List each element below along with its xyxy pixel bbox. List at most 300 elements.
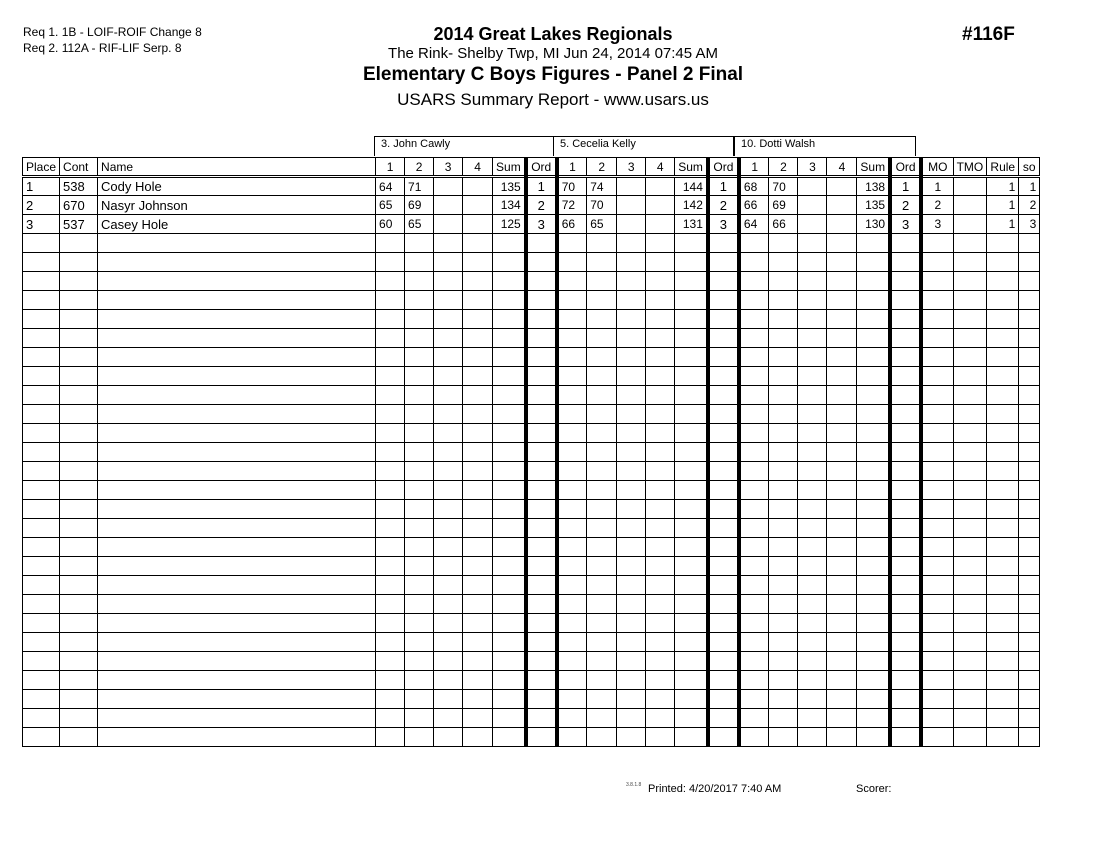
empty-cell xyxy=(857,234,890,253)
empty-cell xyxy=(587,538,617,557)
empty-cell xyxy=(526,291,557,310)
empty-cell xyxy=(434,519,463,538)
empty-cell xyxy=(587,633,617,652)
empty-cell xyxy=(1019,500,1040,519)
empty-cell xyxy=(60,253,98,272)
empty-cell xyxy=(987,367,1019,386)
empty-cell xyxy=(739,348,769,367)
empty-cell xyxy=(827,595,857,614)
empty-cell xyxy=(405,310,434,329)
empty-cell xyxy=(739,728,769,747)
blank-row xyxy=(23,728,1040,747)
empty-cell xyxy=(526,329,557,348)
empty-cell xyxy=(434,690,463,709)
empty-cell xyxy=(587,405,617,424)
empty-cell xyxy=(434,709,463,728)
empty-cell xyxy=(953,253,987,272)
empty-cell xyxy=(987,671,1019,690)
score-cell xyxy=(617,177,646,196)
empty-cell xyxy=(953,614,987,633)
empty-cell xyxy=(434,500,463,519)
empty-cell xyxy=(60,671,98,690)
col-j2-ord: Ord xyxy=(708,158,739,177)
empty-cell xyxy=(587,728,617,747)
score-cell xyxy=(646,177,675,196)
empty-cell xyxy=(405,595,434,614)
score-cell: 70 xyxy=(769,177,798,196)
empty-cell xyxy=(557,652,587,671)
empty-cell xyxy=(493,671,526,690)
event-title: 2014 Great Lakes Regionals xyxy=(433,24,673,44)
blank-row xyxy=(23,519,1040,538)
score-cell: 74 xyxy=(587,177,617,196)
empty-cell xyxy=(463,500,493,519)
empty-cell xyxy=(405,557,434,576)
empty-cell xyxy=(617,310,646,329)
empty-cell xyxy=(827,671,857,690)
empty-cell xyxy=(1019,557,1040,576)
empty-cell xyxy=(493,519,526,538)
empty-cell xyxy=(646,481,675,500)
empty-cell xyxy=(890,481,921,500)
empty-cell xyxy=(23,386,60,405)
empty-cell xyxy=(493,595,526,614)
empty-cell xyxy=(557,253,587,272)
empty-cell xyxy=(557,633,587,652)
empty-cell xyxy=(675,310,708,329)
empty-cell xyxy=(798,310,827,329)
empty-cell xyxy=(769,234,798,253)
empty-cell xyxy=(987,386,1019,405)
ord-cell: 1 xyxy=(708,177,739,196)
empty-cell xyxy=(1019,348,1040,367)
empty-cell xyxy=(921,538,953,557)
empty-cell xyxy=(23,348,60,367)
empty-cell xyxy=(1019,595,1040,614)
empty-cell xyxy=(987,253,1019,272)
empty-cell xyxy=(434,614,463,633)
empty-cell xyxy=(405,272,434,291)
empty-cell xyxy=(60,462,98,481)
empty-cell xyxy=(60,576,98,595)
empty-cell xyxy=(857,614,890,633)
empty-cell xyxy=(376,329,405,348)
empty-cell xyxy=(708,272,739,291)
empty-cell xyxy=(557,595,587,614)
empty-cell xyxy=(463,481,493,500)
empty-cell xyxy=(587,424,617,443)
empty-cell xyxy=(921,329,953,348)
empty-cell xyxy=(890,272,921,291)
name-cell: Casey Hole xyxy=(98,215,376,234)
empty-cell xyxy=(434,348,463,367)
empty-cell xyxy=(890,329,921,348)
empty-cell xyxy=(98,462,376,481)
empty-cell xyxy=(23,576,60,595)
empty-cell xyxy=(857,557,890,576)
empty-cell xyxy=(675,348,708,367)
empty-cell xyxy=(405,234,434,253)
empty-cell xyxy=(587,386,617,405)
empty-cell xyxy=(675,614,708,633)
empty-cell xyxy=(769,481,798,500)
cont-cell: 537 xyxy=(60,215,98,234)
empty-cell xyxy=(405,424,434,443)
tmo-cell xyxy=(953,215,987,234)
score-cell: 66 xyxy=(769,215,798,234)
empty-cell xyxy=(557,329,587,348)
empty-cell xyxy=(769,671,798,690)
empty-cell xyxy=(434,367,463,386)
empty-cell xyxy=(405,709,434,728)
empty-cell xyxy=(1019,633,1040,652)
empty-cell xyxy=(921,690,953,709)
empty-cell xyxy=(953,652,987,671)
empty-cell xyxy=(798,443,827,462)
empty-cell xyxy=(708,652,739,671)
empty-cell xyxy=(1019,291,1040,310)
empty-cell xyxy=(463,310,493,329)
empty-cell xyxy=(646,443,675,462)
empty-cell xyxy=(23,557,60,576)
empty-cell xyxy=(987,481,1019,500)
score-cell xyxy=(463,196,493,215)
ord-cell: 3 xyxy=(890,215,921,234)
rule-cell: 1 xyxy=(987,177,1019,196)
empty-cell xyxy=(646,272,675,291)
col-j1-f4: 4 xyxy=(463,158,493,177)
empty-cell xyxy=(646,462,675,481)
empty-cell xyxy=(890,462,921,481)
empty-cell xyxy=(557,709,587,728)
empty-cell xyxy=(739,291,769,310)
empty-cell xyxy=(890,690,921,709)
empty-cell xyxy=(827,386,857,405)
empty-cell xyxy=(708,291,739,310)
score-cell xyxy=(646,196,675,215)
empty-cell xyxy=(890,671,921,690)
cont-cell: 670 xyxy=(60,196,98,215)
empty-cell xyxy=(798,481,827,500)
score-cell: 68 xyxy=(739,177,769,196)
empty-cell xyxy=(921,386,953,405)
so-cell: 2 xyxy=(1019,196,1040,215)
empty-cell xyxy=(857,633,890,652)
empty-cell xyxy=(463,462,493,481)
empty-cell xyxy=(769,614,798,633)
empty-cell xyxy=(798,329,827,348)
score-cell xyxy=(434,215,463,234)
empty-cell xyxy=(434,576,463,595)
empty-cell xyxy=(98,405,376,424)
empty-cell xyxy=(434,310,463,329)
empty-cell xyxy=(857,709,890,728)
empty-cell xyxy=(769,690,798,709)
ord-cell: 1 xyxy=(890,177,921,196)
judge-header-1: 3. John Cawly xyxy=(374,136,554,156)
empty-cell xyxy=(405,253,434,272)
empty-cell xyxy=(890,386,921,405)
ord-cell: 1 xyxy=(526,177,557,196)
empty-cell xyxy=(739,595,769,614)
empty-cell xyxy=(526,576,557,595)
empty-cell xyxy=(434,405,463,424)
empty-cell xyxy=(376,576,405,595)
empty-cell xyxy=(463,272,493,291)
empty-cell xyxy=(675,690,708,709)
empty-cell xyxy=(708,633,739,652)
empty-cell xyxy=(434,728,463,747)
blank-row xyxy=(23,614,1040,633)
empty-cell xyxy=(23,310,60,329)
empty-cell xyxy=(857,519,890,538)
empty-cell xyxy=(646,424,675,443)
empty-cell xyxy=(376,253,405,272)
empty-cell xyxy=(617,405,646,424)
empty-cell xyxy=(493,310,526,329)
empty-cell xyxy=(557,443,587,462)
empty-cell xyxy=(769,424,798,443)
empty-cell xyxy=(827,652,857,671)
tmo-cell xyxy=(953,177,987,196)
rule-cell: 1 xyxy=(987,215,1019,234)
empty-cell xyxy=(587,367,617,386)
empty-cell xyxy=(493,557,526,576)
empty-cell xyxy=(23,500,60,519)
empty-cell xyxy=(953,481,987,500)
empty-cell xyxy=(376,614,405,633)
empty-cell xyxy=(463,519,493,538)
empty-cell xyxy=(463,690,493,709)
empty-cell xyxy=(953,519,987,538)
empty-cell xyxy=(953,633,987,652)
empty-cell xyxy=(890,728,921,747)
score-cell: 70 xyxy=(587,196,617,215)
empty-cell xyxy=(60,348,98,367)
empty-cell xyxy=(890,424,921,443)
empty-cell xyxy=(60,234,98,253)
empty-cell xyxy=(827,462,857,481)
empty-cell xyxy=(646,538,675,557)
empty-cell xyxy=(60,500,98,519)
score-cell: 64 xyxy=(376,177,405,196)
empty-cell xyxy=(890,557,921,576)
empty-cell xyxy=(921,405,953,424)
col-place: Place xyxy=(23,158,60,177)
empty-cell xyxy=(921,709,953,728)
empty-cell xyxy=(739,652,769,671)
col-cont: Cont xyxy=(60,158,98,177)
empty-cell xyxy=(675,329,708,348)
blank-row xyxy=(23,386,1040,405)
empty-cell xyxy=(857,291,890,310)
empty-cell xyxy=(798,557,827,576)
empty-cell xyxy=(798,272,827,291)
empty-cell xyxy=(798,671,827,690)
empty-cell xyxy=(434,386,463,405)
empty-cell xyxy=(463,595,493,614)
empty-cell xyxy=(987,329,1019,348)
empty-cell xyxy=(23,272,60,291)
empty-cell xyxy=(675,272,708,291)
empty-cell xyxy=(827,310,857,329)
empty-cell xyxy=(405,405,434,424)
blank-row xyxy=(23,329,1040,348)
empty-cell xyxy=(60,272,98,291)
score-cell xyxy=(463,177,493,196)
empty-cell xyxy=(617,462,646,481)
blank-row xyxy=(23,709,1040,728)
empty-cell xyxy=(463,652,493,671)
empty-cell xyxy=(493,614,526,633)
empty-cell xyxy=(857,405,890,424)
scorer-label: Scorer: xyxy=(856,783,892,795)
empty-cell xyxy=(827,519,857,538)
empty-cell xyxy=(405,519,434,538)
empty-cell xyxy=(376,519,405,538)
empty-cell xyxy=(827,443,857,462)
empty-cell xyxy=(921,310,953,329)
empty-cell xyxy=(557,481,587,500)
empty-cell xyxy=(890,595,921,614)
empty-cell xyxy=(798,538,827,557)
empty-cell xyxy=(376,367,405,386)
empty-cell xyxy=(827,272,857,291)
empty-cell xyxy=(405,367,434,386)
empty-cell xyxy=(617,614,646,633)
empty-cell xyxy=(557,671,587,690)
col-j3-f2: 2 xyxy=(769,158,798,177)
empty-cell xyxy=(60,367,98,386)
empty-cell xyxy=(557,405,587,424)
empty-cell xyxy=(675,481,708,500)
empty-cell xyxy=(921,633,953,652)
empty-cell xyxy=(557,348,587,367)
empty-cell xyxy=(890,234,921,253)
blank-row xyxy=(23,272,1040,291)
empty-cell xyxy=(953,462,987,481)
empty-cell xyxy=(827,348,857,367)
score-cell xyxy=(798,196,827,215)
empty-cell xyxy=(526,500,557,519)
empty-cell xyxy=(921,367,953,386)
empty-cell xyxy=(617,386,646,405)
empty-cell xyxy=(646,728,675,747)
score-cell xyxy=(827,177,857,196)
empty-cell xyxy=(708,234,739,253)
empty-cell xyxy=(1019,728,1040,747)
empty-cell xyxy=(987,633,1019,652)
empty-cell xyxy=(769,538,798,557)
empty-cell xyxy=(769,272,798,291)
empty-cell xyxy=(98,234,376,253)
empty-cell xyxy=(434,652,463,671)
empty-cell xyxy=(526,595,557,614)
empty-cell xyxy=(617,329,646,348)
empty-cell xyxy=(987,234,1019,253)
blank-row xyxy=(23,291,1040,310)
empty-cell xyxy=(708,614,739,633)
empty-cell xyxy=(769,367,798,386)
blank-row xyxy=(23,576,1040,595)
sum-cell: 125 xyxy=(493,215,526,234)
empty-cell xyxy=(98,576,376,595)
tmo-cell xyxy=(953,196,987,215)
empty-cell xyxy=(463,405,493,424)
sum-cell: 131 xyxy=(675,215,708,234)
empty-cell xyxy=(98,728,376,747)
empty-cell xyxy=(769,310,798,329)
empty-cell xyxy=(405,633,434,652)
cont-cell: 538 xyxy=(60,177,98,196)
empty-cell xyxy=(890,291,921,310)
empty-cell xyxy=(739,234,769,253)
empty-cell xyxy=(557,614,587,633)
empty-cell xyxy=(98,671,376,690)
mo-cell: 3 xyxy=(921,215,953,234)
empty-cell xyxy=(60,633,98,652)
empty-cell xyxy=(463,424,493,443)
empty-cell xyxy=(376,272,405,291)
empty-cell xyxy=(827,367,857,386)
blank-row xyxy=(23,538,1040,557)
empty-cell xyxy=(587,709,617,728)
version-label: 3.8.1.8 xyxy=(626,782,642,788)
empty-cell xyxy=(769,443,798,462)
empty-cell xyxy=(405,652,434,671)
empty-cell xyxy=(493,253,526,272)
empty-cell xyxy=(857,253,890,272)
ord-cell: 3 xyxy=(708,215,739,234)
empty-cell xyxy=(921,443,953,462)
empty-cell xyxy=(617,633,646,652)
empty-cell xyxy=(708,310,739,329)
empty-cell xyxy=(739,462,769,481)
score-cell xyxy=(434,177,463,196)
empty-cell xyxy=(434,633,463,652)
score-cell xyxy=(617,196,646,215)
empty-cell xyxy=(434,671,463,690)
empty-cell xyxy=(890,614,921,633)
empty-cell xyxy=(98,272,376,291)
empty-cell xyxy=(646,652,675,671)
empty-cell xyxy=(617,424,646,443)
empty-cell xyxy=(857,386,890,405)
empty-cell xyxy=(587,348,617,367)
empty-cell xyxy=(434,557,463,576)
empty-cell xyxy=(23,633,60,652)
empty-cell xyxy=(890,348,921,367)
empty-cell xyxy=(526,367,557,386)
empty-cell xyxy=(493,234,526,253)
empty-cell xyxy=(675,405,708,424)
empty-cell xyxy=(60,709,98,728)
empty-cell xyxy=(857,728,890,747)
empty-cell xyxy=(376,234,405,253)
empty-cell xyxy=(798,519,827,538)
empty-cell xyxy=(587,595,617,614)
empty-cell xyxy=(587,519,617,538)
col-tmo: TMO xyxy=(953,158,987,177)
empty-cell xyxy=(827,481,857,500)
empty-cell xyxy=(675,424,708,443)
empty-cell xyxy=(526,443,557,462)
blank-row xyxy=(23,557,1040,576)
empty-cell xyxy=(493,690,526,709)
empty-cell xyxy=(646,519,675,538)
empty-cell xyxy=(587,614,617,633)
requirement-2: Req 2. 112A - RIF-LIF Serp. 8 xyxy=(23,41,182,55)
